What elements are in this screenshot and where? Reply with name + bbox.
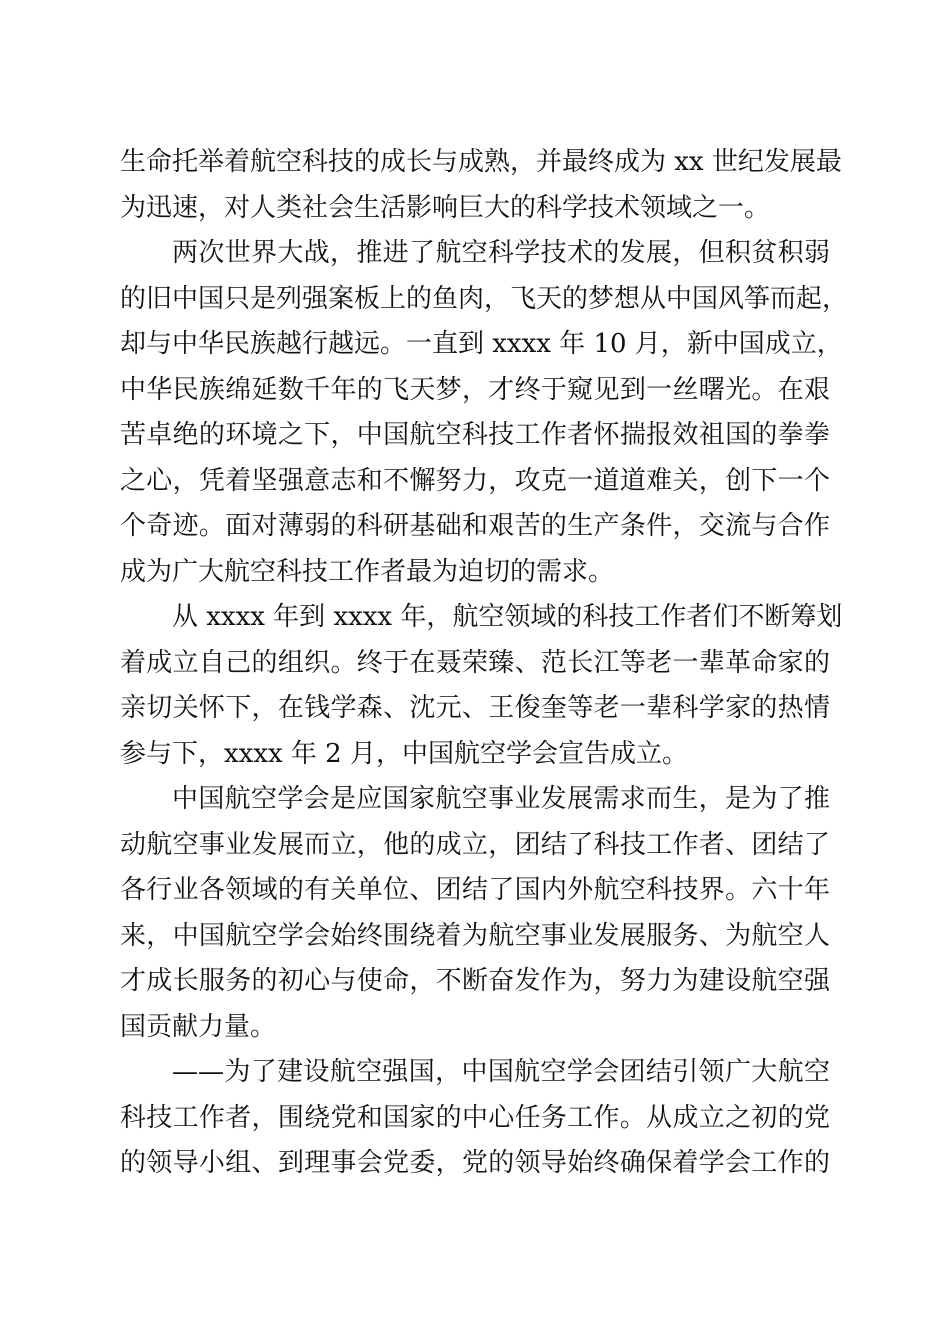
text-line: 却与中华民族越行越远。一直到 xxxx 年 10 月，新中国成立， xyxy=(120,329,843,359)
text-line: 动航空事业发展而立，他的成立，团结了科技工作者、团结了 xyxy=(120,829,830,860)
paragraph-4 xyxy=(120,777,830,1050)
text-line: 参与下，xxxx 年 2 月，中国航空学会宣告成立。 xyxy=(120,738,688,769)
document-body xyxy=(120,140,849,1187)
paragraph-3 xyxy=(120,595,843,777)
text-line: 中华民族绵延数千年的飞天梦，才终于窥见到一丝曙光。在艰 xyxy=(120,374,830,405)
paragraph-2 xyxy=(120,231,849,595)
text-line: ——为了建设航空强国，中国航空学会团结引领广大航空 xyxy=(172,1057,830,1087)
paragraph-5 xyxy=(120,1050,830,1187)
text-line: 才成长服务的初心与使命，不断奋发作为，努力为建设航空强 xyxy=(120,966,830,996)
text-line: 苦卓绝的环境之下，中国航空科技工作者怀揣报效祖国的拳拳 xyxy=(120,420,830,450)
text-line: 为迅速，对人类社会生活影响巨大的科学技术领域之一。 xyxy=(120,192,771,223)
text-line: 从 xxxx 年到 xxxx 年，航空领域的科技工作者们不断筹划 xyxy=(172,602,843,632)
paragraph-1 xyxy=(120,140,842,231)
text-line: 国贡献力量。 xyxy=(120,1011,277,1042)
text-line: 生命托举着航空科技的成长与成熟，并最终成为 xx 世纪发展最 xyxy=(120,147,842,177)
text-line: 成为广大航空科技工作者最为迫切的需求。 xyxy=(120,556,615,587)
text-line: 两次世界大战，推进了航空科学技术的发展，但积贫积弱 xyxy=(172,238,830,268)
text-line: 着成立自己的组织。终于在聂荣臻、范长江等老一辈革命家的 xyxy=(120,647,830,678)
text-line: 之心，凭着坚强意志和不懈努力，攻克一道道难关，创下一个 xyxy=(120,465,830,496)
text-line: 的领导小组、到理事会党委，党的领导始终确保着学会工作的 xyxy=(120,1148,830,1178)
text-line: 来，中国航空学会始终围绕着为航空事业发展服务、为航空人 xyxy=(120,920,830,951)
text-line: 个奇迹。面对薄弱的科研基础和艰苦的生产条件，交流与合作 xyxy=(120,511,830,541)
text-line: 中国航空学会是应国家航空事业发展需求而生，是为了推 xyxy=(172,784,830,814)
text-line: 亲切关怀下，在钱学森、沈元、王俊奎等老一辈科学家的热情 xyxy=(120,693,830,723)
text-line: 各行业各领域的有关单位、团结了国内外航空科技界。六十年 xyxy=(120,875,830,905)
text-line: 的旧中国只是列强案板上的鱼肉，飞天的梦想从中国风筝而起， xyxy=(120,283,849,314)
text-line: 科技工作者，围绕党和国家的中心任务工作。从成立之初的党 xyxy=(120,1102,830,1133)
